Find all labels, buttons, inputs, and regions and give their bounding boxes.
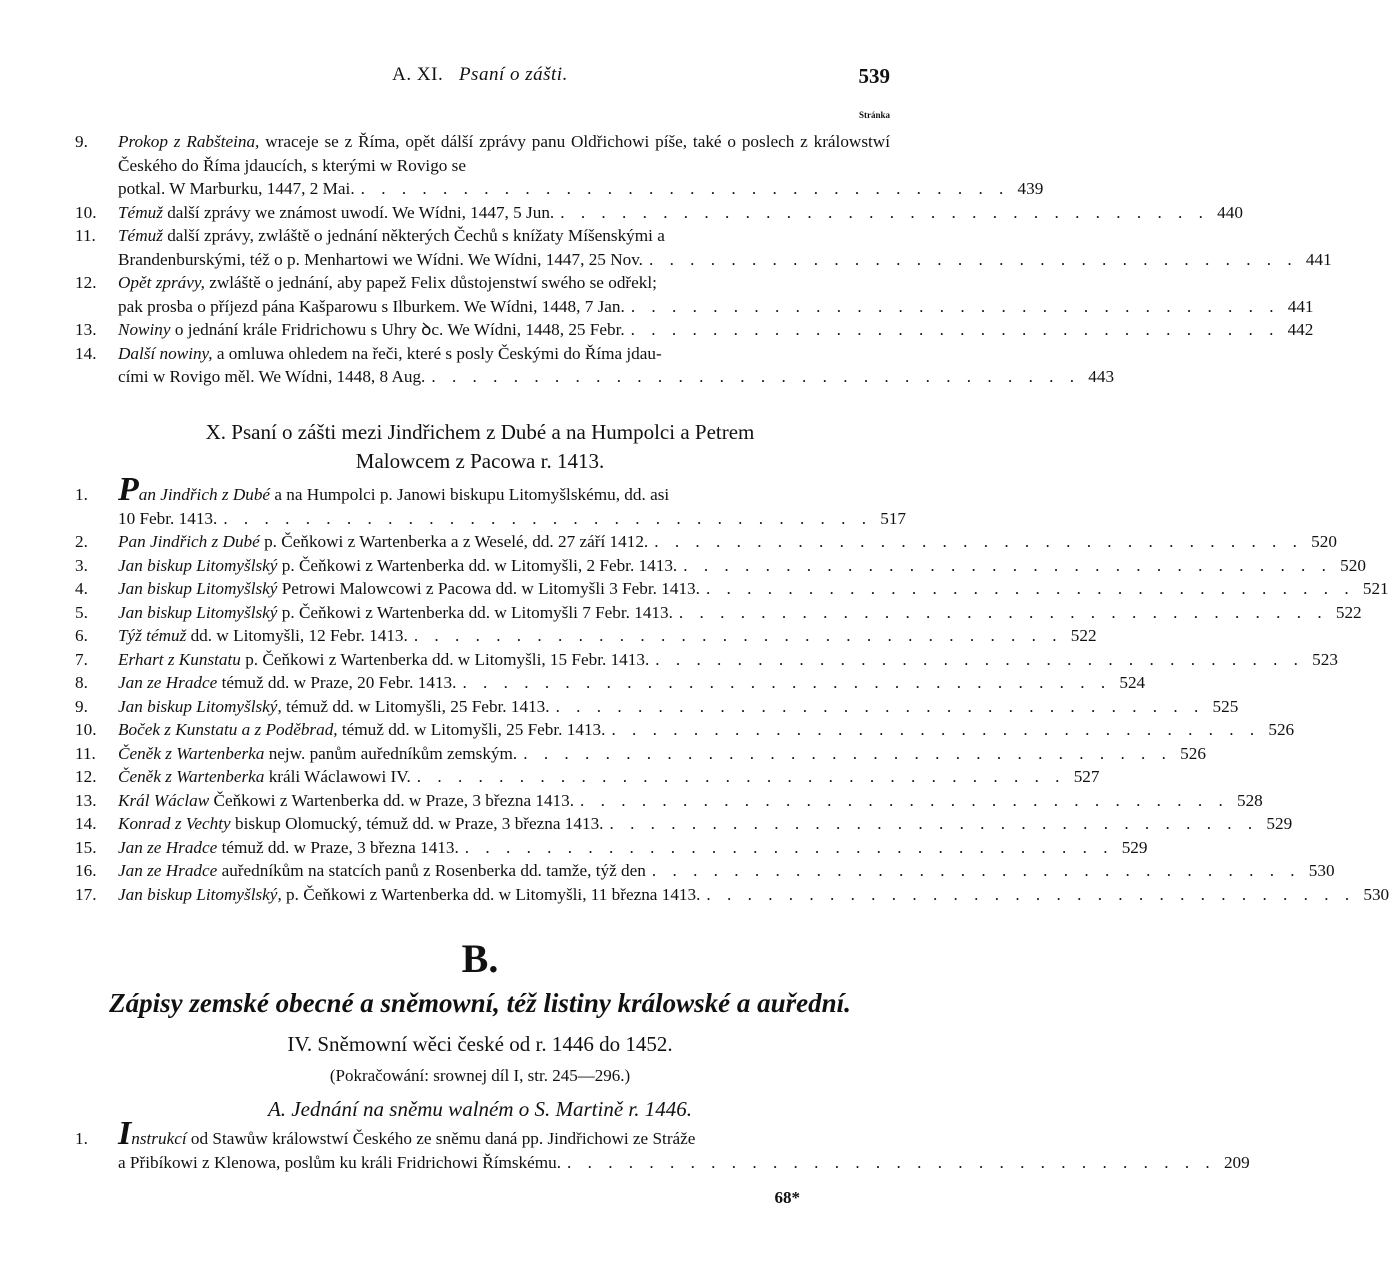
entry-description: a omluwa ohledem na řeči, které s posly Českými do Říma jdau- bbox=[212, 343, 662, 363]
entry-tail: Brandenburskými, též o p. Menhartowi we Wídni. We Wídni, 1447, 25 Nov. bbox=[118, 249, 643, 269]
entry-number: 9. bbox=[75, 696, 88, 716]
dot-leader: . . . . . . . . . . . . . . . . . . . . . . . . . . . . . . . . bbox=[648, 249, 1298, 269]
entry-body bbox=[118, 695, 1239, 719]
entry-lead: Prokop z Rabšteina, bbox=[118, 132, 260, 151]
page-reference: 529 bbox=[1266, 814, 1293, 833]
entry-last-text bbox=[118, 201, 554, 225]
entry-tail: auředníkům na statcích panů z Rosenberka dd. tamže, týž den bbox=[217, 861, 646, 880]
entry-number: 4. bbox=[75, 579, 88, 598]
dot-leader: . . . . . . . . . . . . . . . . . . . . . . . . . . . . . . . . bbox=[651, 861, 1301, 880]
entry-body bbox=[118, 530, 1337, 554]
continuation-note: (Pokračowání: srownej díl I, str. 245—296.) bbox=[329, 1066, 631, 1085]
entry-last-line bbox=[118, 365, 1115, 389]
list-item bbox=[0, 201, 1243, 225]
entry-body bbox=[118, 342, 1115, 389]
page-reference: 441 bbox=[1287, 296, 1314, 316]
subsection-a-title: A. Jednání na sněmu walném o S. Martině r. 1446. bbox=[267, 1097, 693, 1121]
list-item bbox=[0, 648, 1338, 672]
dot-leader: . . . . . . . . . . . . . . . . . . . . . . . . . . . . . . . . bbox=[683, 555, 1332, 575]
entry-tail: 10 Febr. 1413. bbox=[118, 508, 218, 528]
entry-last-text bbox=[118, 671, 456, 695]
list-item bbox=[0, 577, 1389, 601]
entry-last-text bbox=[118, 577, 700, 601]
list-item bbox=[0, 789, 1263, 813]
entry-last-text bbox=[118, 648, 649, 672]
dot-leader: . . . . . . . . . . . . . . . . . . . . . . . . . . . . . . . . bbox=[431, 367, 1081, 386]
entry-last-line bbox=[118, 859, 1335, 883]
page-reference: 520 bbox=[1340, 555, 1366, 575]
page-reference: 523 bbox=[1312, 649, 1338, 669]
page-reference: 526 bbox=[1180, 743, 1206, 763]
entry-tail: další zprávy we známost uwodí. We Wídni, 1447, 5 Jun. bbox=[162, 202, 555, 222]
list-item bbox=[0, 342, 1115, 389]
dot-leader: . . . . . . . . . . . . . . . . . . . . . . . . . . . . . . . . bbox=[706, 884, 1356, 904]
entry-number: 13. bbox=[75, 790, 97, 810]
entry-number: 9. bbox=[75, 132, 88, 151]
entry-last-line bbox=[118, 836, 1148, 860]
entry-last-text bbox=[118, 859, 646, 883]
entry-last-text bbox=[118, 1151, 561, 1175]
section-heading-line2: Malowcem z Pacowa r. 1413. bbox=[355, 449, 605, 473]
dot-leader: . . . . . . . . . . . . . . . . . . . . . . . . . . . . . . . . bbox=[705, 579, 1355, 598]
entry-tail: p. Čeňkowi z Wartenberka a z Weselé, dd. 27 září 1412. bbox=[259, 532, 649, 551]
list-item bbox=[0, 130, 1044, 201]
entry-tail: témuž dd. w Litomyšli, 25 Febr. 1413. bbox=[337, 720, 606, 739]
header-section: A. XI. bbox=[392, 64, 444, 85]
entry-number: 15. bbox=[75, 837, 97, 857]
entry-body bbox=[118, 224, 1332, 271]
list-item bbox=[0, 318, 1314, 342]
entry-lead: Pan Jindřich z Dubé bbox=[118, 532, 260, 551]
list-item bbox=[0, 601, 1362, 625]
entry-last-line bbox=[118, 765, 1100, 789]
entry-body bbox=[118, 318, 1314, 342]
entry-body bbox=[118, 1115, 1250, 1174]
dot-leader: . . . . . . . . . . . . . . . . . . . . . . . . . . . . . . . . bbox=[654, 532, 1303, 551]
page-reference: 530 bbox=[1308, 861, 1335, 880]
entry-last-text bbox=[118, 883, 700, 907]
entry-lead: Nowiny bbox=[118, 320, 171, 339]
drop-initial: I bbox=[118, 1115, 132, 1152]
dot-leader: . . . . . . . . . . . . . . . . . . . . . . . . . . . . . . . . bbox=[464, 837, 1114, 857]
entry-lead: Témuž bbox=[118, 202, 163, 222]
entry-tail: králi Wáclawowi IV. bbox=[264, 767, 411, 786]
list-item bbox=[0, 742, 1206, 766]
entry-number: 14. bbox=[75, 343, 97, 363]
entry-number: 7. bbox=[75, 649, 88, 669]
list-item bbox=[0, 883, 1389, 907]
entry-body bbox=[118, 577, 1389, 601]
list-item bbox=[0, 530, 1337, 554]
entry-lead: Další nowiny, bbox=[118, 343, 213, 363]
entry-number: 5. bbox=[75, 602, 88, 622]
list-item bbox=[0, 271, 1314, 318]
entry-lead: Témuž bbox=[118, 226, 163, 245]
page-reference: 443 bbox=[1088, 367, 1115, 386]
entry-list-2 bbox=[0, 471, 1389, 906]
entry-last-text bbox=[118, 789, 574, 813]
page-reference: 441 bbox=[1305, 249, 1332, 269]
entry-last-line bbox=[118, 577, 1389, 601]
entry-last-line bbox=[118, 812, 1293, 836]
entry-body bbox=[118, 789, 1263, 813]
page-reference: 526 bbox=[1268, 720, 1295, 739]
entry-last-text bbox=[118, 554, 677, 578]
page-reference: 529 bbox=[1121, 837, 1148, 857]
list-item bbox=[0, 695, 1239, 719]
entry-lead: Jan biskup Litomyšlský bbox=[118, 579, 278, 598]
entry-tail: cími w Rovigo měl. We Wídni, 1448, 8 Aug. bbox=[118, 367, 426, 386]
signature-mark: 68* bbox=[774, 1188, 800, 1207]
list-item bbox=[0, 1115, 1250, 1174]
dot-leader: . . . . . . . . . . . . . . . . . . . . . . . . . . . . . . . . bbox=[360, 179, 1010, 198]
entry-body bbox=[118, 883, 1389, 907]
entry-lead: Čeněk z Wartenberka bbox=[118, 743, 265, 763]
dot-leader: . . . . . . . . . . . . . . . . . . . . . . . . . . . . . . . . bbox=[630, 320, 1280, 339]
entry-last-line bbox=[118, 554, 1366, 578]
entry-lead: an Jindřich z Dubé bbox=[138, 485, 271, 504]
running-header bbox=[0, 64, 960, 94]
entry-last-line bbox=[118, 648, 1338, 672]
entry-body bbox=[118, 624, 1097, 648]
dot-leader: . . . . . . . . . . . . . . . . . . . . . . . . . . . . . . . . bbox=[580, 790, 1229, 810]
entry-tail: p. Čeňkowi z Wartenberka dd. w Litomyšli 7 Febr. 1413. bbox=[277, 602, 673, 622]
list-item bbox=[0, 671, 1146, 695]
entry-last-text bbox=[118, 765, 411, 789]
page-reference: 522 bbox=[1335, 602, 1362, 622]
entry-last-line bbox=[118, 295, 1314, 319]
entry-lead: Týž témuž bbox=[118, 626, 187, 645]
entry-description: a na Humpolci p. Janowi biskupu Litomyšlskému, dd. asi bbox=[270, 485, 670, 504]
entry-number: 16. bbox=[75, 861, 97, 880]
entry-number: 10. bbox=[75, 720, 97, 739]
entry-last-line bbox=[118, 695, 1239, 719]
entry-last-line bbox=[118, 530, 1337, 554]
page-reference: 520 bbox=[1311, 532, 1337, 551]
entry-list-3 bbox=[0, 1115, 1250, 1174]
entry-tail: témuž dd. w Praze, 3 března 1413. bbox=[217, 837, 459, 857]
entry-tail: biskup Olomucký, témuž dd. w Praze, 3 března 1413. bbox=[230, 814, 604, 833]
entry-lead: Opět zprávy, bbox=[118, 273, 205, 292]
entry-body bbox=[118, 130, 1044, 201]
section-heading-x bbox=[0, 418, 960, 476]
entry-last-line bbox=[118, 507, 907, 531]
entry-body bbox=[118, 648, 1338, 672]
dot-leader: . . . . . . . . . . . . . . . . . . . . . . . . . . . . . . . . bbox=[523, 743, 1172, 763]
page-reference: 517 bbox=[880, 508, 907, 528]
entry-last-line bbox=[118, 201, 1243, 225]
entry-body bbox=[118, 671, 1146, 695]
list-item bbox=[0, 859, 1335, 883]
dot-leader: . . . . . . . . . . . . . . . . . . . . . . . . . . . . . . . . bbox=[609, 814, 1259, 833]
part-letter: B. bbox=[461, 936, 499, 981]
entry-number: 12. bbox=[75, 273, 97, 292]
column-heading: Stránka bbox=[858, 110, 890, 120]
entry-number: 3. bbox=[75, 555, 88, 575]
entry-text bbox=[118, 342, 890, 366]
entry-number: 10. bbox=[75, 202, 97, 222]
entry-tail: nejw. panům auředníkům zemským. bbox=[264, 743, 518, 763]
entry-lead: Jan biskup Litomyšlský bbox=[118, 602, 278, 622]
entry-last-text bbox=[118, 530, 648, 554]
entry-tail: p. Čeňkowi z Wartenberka dd. w Litomyšli, 15 Febr. 1413. bbox=[240, 649, 650, 669]
entry-lead: Čeněk z Wartenberka bbox=[118, 767, 265, 786]
entry-lead: Jan ze Hradce bbox=[118, 861, 218, 880]
entry-number: 11. bbox=[75, 743, 96, 763]
entry-lead: Konrad z Vechty bbox=[118, 814, 231, 833]
entry-last-text bbox=[118, 365, 425, 389]
entry-number: 12. bbox=[75, 767, 97, 786]
drop-initial: P bbox=[118, 471, 139, 508]
entry-last-line bbox=[118, 718, 1295, 742]
list-item bbox=[0, 224, 1332, 271]
entry-last-text bbox=[118, 295, 625, 319]
entry-lead: Jan biskup Litomyšlský bbox=[118, 555, 278, 575]
entry-tail: pak prosba o příjezd pána Kašparowu s Ilburkem. We Wídni, 1448, 7 Jan. bbox=[118, 296, 625, 316]
entry-description: od Stawůw králowstwí Českého ze sněmu daná pp. Jindřichowi ze Stráže bbox=[186, 1129, 696, 1148]
entry-tail: Čeňkowi z Wartenberka dd. w Praze, 3 března 1413. bbox=[209, 790, 575, 810]
dot-leader: . . . . . . . . . . . . . . . . . . . . . . . . . . . . . . . . bbox=[416, 767, 1066, 786]
entry-number: 2. bbox=[75, 532, 88, 551]
entry-description: další zprávy, zwláště o jednání některých Čechů s knížaty Míšenskými a bbox=[162, 226, 665, 245]
entry-last-line bbox=[118, 671, 1146, 695]
entry-description: zwláště o jednání, aby papež Felix důstojenstwí swého se odřekl; bbox=[204, 273, 657, 292]
entry-last-line bbox=[118, 789, 1263, 813]
dot-leader: . . . . . . . . . . . . . . . . . . . . . . . . . . . . . . . . bbox=[462, 673, 1112, 692]
page-number: 539 bbox=[858, 64, 890, 88]
entry-last-line bbox=[118, 248, 1332, 272]
list-item bbox=[0, 718, 1295, 742]
dot-leader: . . . . . . . . . . . . . . . . . . . . . . . . . . . . . . . . bbox=[655, 649, 1304, 669]
entry-number: 11. bbox=[75, 226, 96, 245]
list-item bbox=[0, 836, 1148, 860]
entry-body bbox=[118, 859, 1335, 883]
entry-number: 1. bbox=[75, 485, 88, 504]
entry-last-text bbox=[118, 624, 408, 648]
dot-leader: . . . . . . . . . . . . . . . . . . . . . . . . . . . . . . . . bbox=[611, 720, 1261, 739]
entry-lead: Boček z Kunstatu a z Poděbrad, bbox=[118, 720, 338, 739]
entry-tail: potkal. W Marburku, 1447, 2 Mai. bbox=[118, 179, 355, 198]
list-item bbox=[0, 471, 960, 530]
entry-text bbox=[118, 271, 890, 295]
entry-last-text bbox=[118, 601, 673, 625]
dot-leader: . . . . . . . . . . . . . . . . . . . . . . . . . . . . . . . . bbox=[678, 602, 1328, 622]
entry-last-text bbox=[118, 248, 643, 272]
section-heading-line1: X. Psaní o zášti mezi Jindřichem z Dubé a na Humpolci a Petrem bbox=[205, 420, 755, 444]
entry-body bbox=[118, 765, 1100, 789]
entry-tail: Petrowi Malowcowi z Pacowa dd. w Litomyšli 3 Febr. 1413. bbox=[277, 579, 700, 598]
entry-last-line bbox=[118, 177, 1044, 201]
header-title bbox=[0, 64, 960, 86]
entry-body bbox=[118, 554, 1366, 578]
entry-body bbox=[118, 836, 1148, 860]
entry-text bbox=[118, 471, 890, 508]
entry-last-text bbox=[118, 318, 625, 342]
page-reference: 440 bbox=[1217, 202, 1243, 222]
entry-last-line bbox=[118, 318, 1314, 342]
entry-text bbox=[118, 224, 890, 248]
entry-last-text bbox=[118, 718, 605, 742]
entry-lead: Král Wáclaw bbox=[118, 790, 210, 810]
entry-lead: Erhart z Kunstatu bbox=[118, 649, 241, 669]
entry-text bbox=[118, 1115, 890, 1152]
entry-body bbox=[118, 718, 1295, 742]
list-item bbox=[0, 765, 1100, 789]
dot-leader: . . . . . . . . . . . . . . . . . . . . . . . . . . . . . . . . bbox=[555, 696, 1205, 716]
entry-number: 17. bbox=[75, 884, 97, 904]
entry-number: 1. bbox=[75, 1129, 88, 1148]
entry-last-line bbox=[118, 883, 1389, 907]
entry-body bbox=[118, 812, 1293, 836]
entry-lead: Jan ze Hradce bbox=[118, 837, 218, 857]
entry-last-line bbox=[118, 1151, 1250, 1175]
entry-last-text bbox=[118, 177, 355, 201]
entry-body bbox=[118, 601, 1362, 625]
entry-lead: Jan biskup Litomyšlský, bbox=[118, 696, 282, 716]
dot-leader: . . . . . . . . . . . . . . . . . . . . . . . . . . . . . . . . bbox=[223, 508, 873, 528]
page-reference: 527 bbox=[1073, 767, 1100, 786]
entry-number: 6. bbox=[75, 626, 88, 645]
part-title: Zápisy zemské obecné a sněmowní, též listiny králowské a auřední. bbox=[109, 988, 851, 1018]
page-reference: 522 bbox=[1070, 626, 1097, 645]
entry-list-1 bbox=[0, 130, 1332, 389]
dot-leader: . . . . . . . . . . . . . . . . . . . . . . . . . . . . . . . . bbox=[567, 1152, 1216, 1172]
entry-body bbox=[118, 471, 907, 530]
page-reference: 521 bbox=[1362, 579, 1389, 598]
entry-tail: p. Čeňkowi z Wartenberka dd. w Litomyšli, 11 března 1413. bbox=[281, 884, 701, 904]
page-reference: 530 bbox=[1363, 884, 1389, 904]
entry-number: 13. bbox=[75, 320, 97, 339]
entry-tail: témuž dd. w Litomyšli, 25 Febr. 1413. bbox=[281, 696, 550, 716]
entry-last-line bbox=[118, 742, 1206, 766]
entry-description: wraceje se z Říma, opět dálší zprávy panu Oldřichowi píše, také o poslech z králowstwí Českého do Říma jdaucích, s kterými w Rovigo se bbox=[118, 132, 890, 175]
entry-body bbox=[118, 271, 1314, 318]
entry-lead: nstrukcí bbox=[131, 1129, 187, 1148]
entry-tail: o jednání krále Fridrichowu s Uhry ꝺc. We Wídni, 1448, 25 Febr. bbox=[170, 320, 625, 339]
entry-last-text bbox=[118, 507, 217, 531]
entry-tail: dd. w Litomyšli, 12 Febr. 1413. bbox=[186, 626, 408, 645]
entry-text bbox=[118, 130, 890, 177]
page-reference: 525 bbox=[1212, 696, 1239, 716]
entry-last-text bbox=[118, 836, 459, 860]
page-reference: 439 bbox=[1017, 179, 1044, 198]
entry-number: 14. bbox=[75, 814, 97, 833]
entry-last-line bbox=[118, 601, 1362, 625]
page-reference: 524 bbox=[1119, 673, 1146, 692]
list-item bbox=[0, 554, 1366, 578]
entry-lead: Jan ze Hradce bbox=[118, 673, 218, 692]
entry-last-text bbox=[118, 742, 517, 766]
dot-leader: . . . . . . . . . . . . . . . . . . . . . . . . . . . . . . . . bbox=[630, 296, 1280, 316]
list-item bbox=[0, 624, 1097, 648]
page-reference: 442 bbox=[1287, 320, 1314, 339]
entry-lead: Jan biskup Litomyšlský, bbox=[118, 884, 282, 904]
dot-leader: . . . . . . . . . . . . . . . . . . . . . . . . . . . . . . . . bbox=[413, 626, 1063, 645]
dot-leader: . . . . . . . . . . . . . . . . . . . . . . . . . . . . . . . . bbox=[560, 202, 1209, 222]
entry-last-text bbox=[118, 695, 550, 719]
entry-tail: témuž dd. w Praze, 20 Febr. 1413. bbox=[217, 673, 457, 692]
entry-number: 8. bbox=[75, 673, 88, 692]
entry-tail: p. Čeňkowi z Wartenberka dd. w Litomyšli, 2 Febr. 1413. bbox=[277, 555, 678, 575]
entry-tail: a Přibíkowi z Klenowa, poslům ku králi Fridrichowi Římskému. bbox=[118, 1152, 562, 1172]
subsection-title: IV. Sněmowní wěci české od r. 1446 do 1452. bbox=[287, 1032, 673, 1056]
header-caption: Psaní o zášti. bbox=[458, 64, 568, 85]
entry-body bbox=[118, 742, 1206, 766]
entry-last-line bbox=[118, 624, 1097, 648]
page-reference: 209 bbox=[1223, 1152, 1250, 1172]
page-reference: 528 bbox=[1236, 790, 1263, 810]
entry-last-text bbox=[118, 812, 603, 836]
entry-body bbox=[118, 201, 1243, 225]
list-item bbox=[0, 812, 1293, 836]
